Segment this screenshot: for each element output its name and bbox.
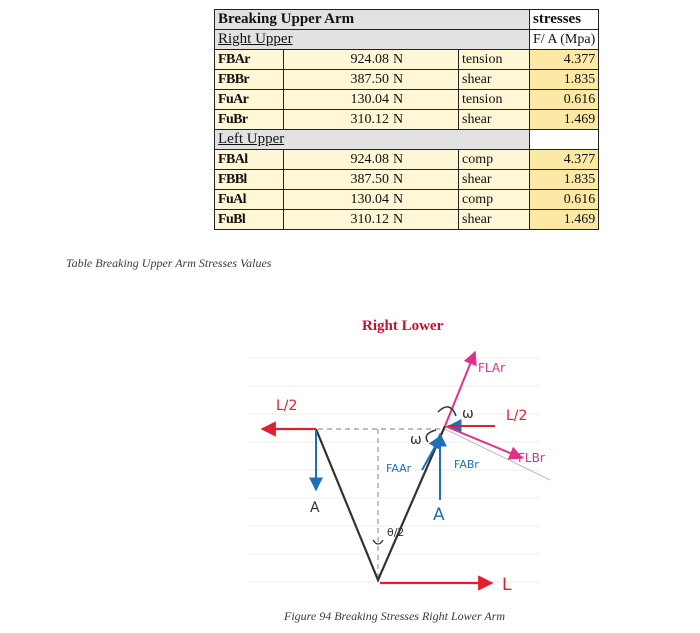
stress-kind: shear	[459, 70, 530, 90]
table-row	[215, 110, 599, 130]
a-right-label: A	[433, 505, 445, 525]
omega-top-label: ω	[462, 406, 474, 422]
force-name: FuBr	[215, 110, 284, 130]
stress-table	[214, 9, 599, 230]
figure-caption: Figure 94 Breaking Stresses Right Lower Arm	[284, 609, 506, 623]
stress-kind: shear	[459, 210, 530, 230]
table-row	[215, 190, 599, 210]
l-bottom-label: L	[502, 575, 512, 595]
force-unit: N	[392, 90, 459, 110]
l-half-left-label: L/2	[276, 398, 298, 414]
l-half-right-label: L/2	[506, 408, 528, 424]
force-name: FuAl	[215, 190, 284, 210]
omega-mid-arc	[426, 430, 436, 442]
table-row	[215, 150, 599, 170]
figure-title: Right Lower	[362, 318, 444, 334]
stress-kind: tension	[459, 50, 530, 70]
force-value: 387.50	[284, 70, 393, 90]
stress-value: 1.469	[530, 210, 599, 230]
stress-kind: comp	[459, 150, 530, 170]
section-label-left-upper: Left Upper	[215, 130, 530, 150]
force-value: 310.12	[284, 110, 393, 130]
stress-value: 1.469	[530, 110, 599, 130]
table-title: Breaking Upper Arm	[215, 10, 530, 30]
force-name: FBAr	[215, 50, 284, 70]
table-row	[215, 50, 599, 70]
table-row	[215, 210, 599, 230]
force-unit: N	[392, 170, 459, 190]
force-value: 310.12	[284, 210, 393, 230]
stress-value: 0.616	[530, 90, 599, 110]
stress-kind: shear	[459, 110, 530, 130]
force-name: FBBr	[215, 70, 284, 90]
stress-value: 4.377	[530, 50, 599, 70]
faa-label: FAAr	[386, 462, 412, 475]
free-body-diagram	[240, 340, 560, 610]
unit-header-spacer	[530, 130, 599, 150]
faa-arrow	[422, 436, 441, 470]
table-row	[215, 90, 599, 110]
force-unit: N	[392, 150, 459, 170]
stress-kind: shear	[459, 170, 530, 190]
force-value: 387.50	[284, 170, 393, 190]
force-name: FBBl	[215, 170, 284, 190]
stress-kind: comp	[459, 190, 530, 210]
force-unit: N	[392, 210, 459, 230]
fab-label: FABr	[454, 458, 479, 471]
stresses-header: stresses	[530, 10, 599, 30]
force-unit: N	[392, 190, 459, 210]
force-unit: N	[392, 110, 459, 130]
force-value: 924.08	[284, 150, 393, 170]
force-unit: N	[392, 50, 459, 70]
force-name: FuBl	[215, 210, 284, 230]
force-unit: N	[392, 70, 459, 90]
force-name: FBAl	[215, 150, 284, 170]
stress-value: 1.835	[530, 170, 599, 190]
force-value: 924.08	[284, 50, 393, 70]
omega-mid-label: ω	[410, 432, 422, 448]
section-label-right-upper: Right Upper	[215, 30, 530, 50]
table-row	[215, 70, 599, 90]
force-value: 130.04	[284, 190, 393, 210]
table-caption: Table Breaking Upper Arm Stresses Values	[66, 256, 272, 270]
unit-header: F/ A (Mpa)	[530, 30, 599, 50]
stress-value: 0.616	[530, 190, 599, 210]
force-value: 130.04	[284, 90, 393, 110]
omega-top-arc	[438, 407, 456, 416]
stress-value: 4.377	[530, 150, 599, 170]
stress-value: 1.835	[530, 70, 599, 90]
fla-label: FLAr	[478, 361, 506, 375]
stress-kind: tension	[459, 90, 530, 110]
force-name: FuAr	[215, 90, 284, 110]
flb-label: FLBr	[518, 451, 545, 465]
a-left-label: A	[310, 500, 320, 516]
lower-arm-v-shape	[316, 426, 445, 580]
table-row	[215, 170, 599, 190]
theta-half-label: θ/2	[387, 526, 405, 539]
